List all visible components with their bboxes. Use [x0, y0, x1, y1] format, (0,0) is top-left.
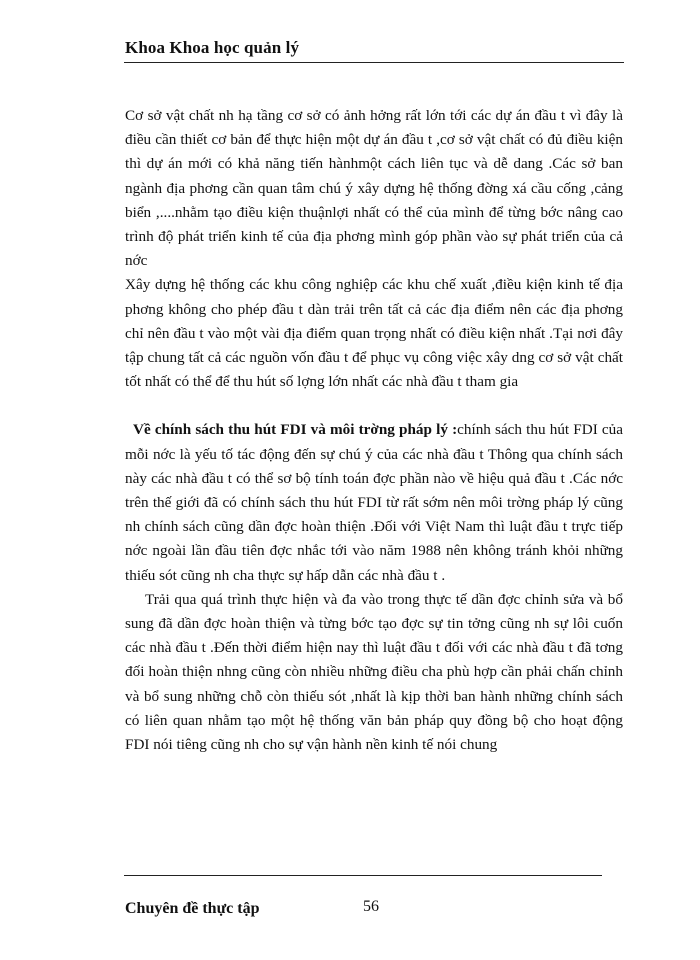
fdi-policy-heading: Về chính sách thu hút FDI và môi trờng pháp lý :	[133, 421, 458, 439]
footer-label: Chuyên đề thực tập	[125, 900, 260, 917]
paragraph-legal-improvement: Trải qua quá trình thực hiện và đa vào trong thực tế dần đợc chỉnh sửa và bổ sung đã dần đợc hoàn thiện và từng bớc tạo đợc sự tin tởng cũng nh sự lôi cuốn các nhà đầu t .Đến thời điểm hiện nay thì luật đầu t đối với các nhà đầu t đã tơng đối hoàn thiện nhng cũng còn nhiều những điều cha phù hợp cần phải chấn chỉnh và bổ sung những chỗ còn thiếu sót ,nhất là kịp thời ban hành những chính sách có liên quan nhằm tạo một hệ thống văn bản pháp quy đồng bộ cho hoạt động FDI nói tiêng cũng nh cho sự vận hành nền kinh tế nói chung	[125, 590, 623, 754]
fdi-policy-text: chính sách thu hút FDI của mỗi nớc là yếu tố tác động đến sự chú ý của các nhà đầu t Thông qua chính sách này các nhà đầu t có thể sơ bộ tính toán đợc phần nào về hiệu quả đầu t .Các nớc trên thế giới đã có chính sách thu hút FDI từ rất sớm nên môi trờng pháp lý cũng nh chính sách cũng dần đợc hoàn thiện .Đối với Việt Nam thì luật đầu t trực tiếp nớc ngoài lần đầu tiên đợc nhắc tới vào năm 1988 nên không tránh khỏi những thiếu sót cũng nh cha thực sự hấp dẫn các nhà đầu t .	[125, 421, 623, 584]
body-text	[125, 104, 623, 757]
header-rule	[124, 62, 624, 63]
paragraph-fdi-policy	[125, 418, 623, 587]
header-title: Khoa Khoa học quản lý	[125, 38, 300, 57]
paragraph-industrial-zones: Xây dựng hệ thống các khu công nghiệp các khu chế xuất ,điều kiện kinh tế địa phơng không cho phép đầu t dàn trải trên tất cả các địa điểm nên các địa phơng chỉ nên đầu t vào một vài địa điểm quan trọng nhất có điều kiện nhất .Tại nơi đây tập chung tất cả các nguồn vốn đầu t để phục vụ công việc xây dng cơ sở vật chất tốt nhất có thể để thu hút số lợng lớn nhất các nhà đầu t tham gia	[125, 276, 623, 391]
page-number: 56	[363, 898, 379, 915]
paragraph-gap	[125, 394, 623, 418]
footer-rule	[124, 875, 602, 876]
paragraph-infrastructure: Cơ sở vật chất nh hạ tầng cơ sở có ảnh hởng rất lớn tới các dự án đầu t vì đây là điều cần thiết cơ bản để thực hiện một dự án đầu t ,cơ sở vật chất có đủ điều kiện thì dự án mới có khả năng tiến hànhmột cách liên tục và dễ dang .Các sở ban ngành địa phơng cần quan tâm chú ý xây dựng hệ thống đờng xá cầu cống ,cảng biển ,....nhằm tạo điều kiện thuậnlợi nhất có thể của mình để từng bớc nâng cao trình độ phát triển kinh tế của địa phơng mình góp phần vào sự phát triển của cả nớc	[125, 107, 623, 270]
